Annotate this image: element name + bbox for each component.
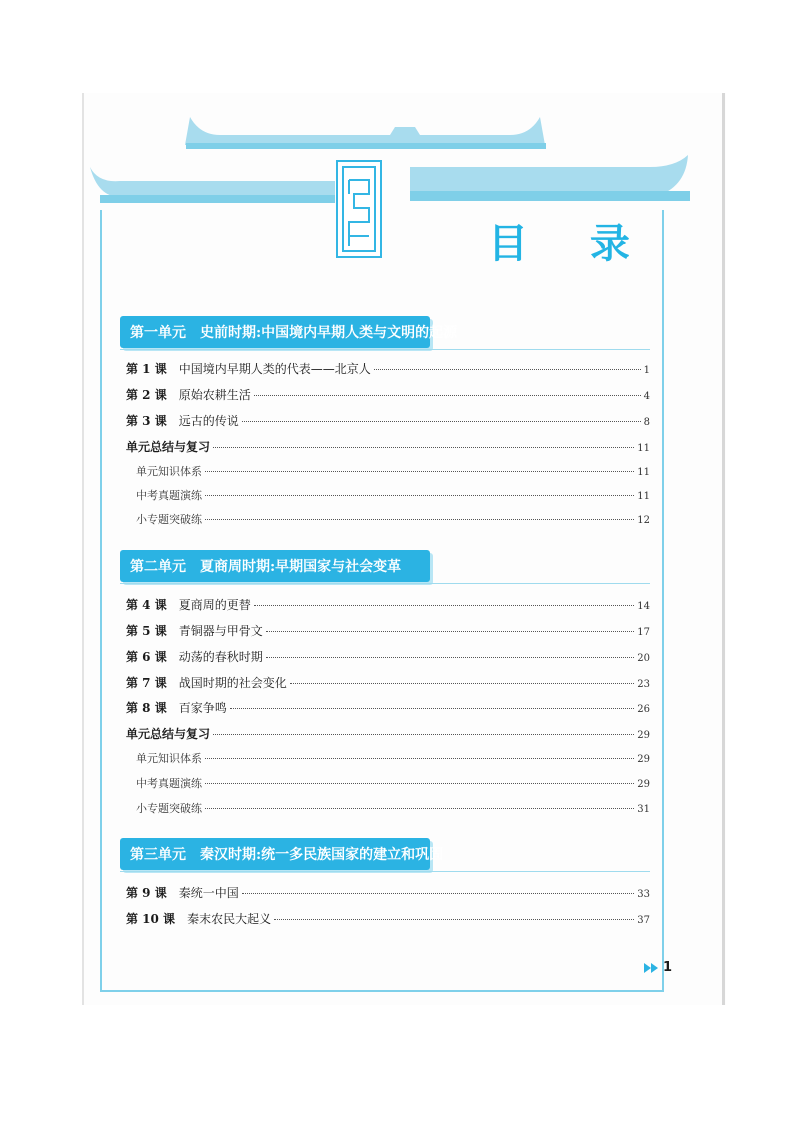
page-title: 目 录 [488, 221, 654, 267]
section-title: 单元总结与复习 [126, 440, 211, 454]
leader-dots [374, 369, 641, 370]
lesson-title: 百家争鸣 [178, 701, 227, 715]
leader-dots [205, 758, 634, 759]
page-ref: 11 [637, 467, 650, 478]
page-ref: 20 [637, 653, 650, 664]
toc-entry-review[interactable] [126, 725, 650, 745]
leader-dots [205, 808, 634, 809]
unit-heading-text: 第三单元 秦汉时期:统一多民族国家的建立和巩固 [130, 847, 444, 863]
leader-dots [242, 893, 635, 894]
page-ref: 29 [637, 779, 650, 790]
toc-subentry[interactable] [136, 800, 650, 820]
lesson-title: 动荡的春秋时期 [178, 650, 263, 664]
divider [120, 349, 650, 350]
toc-entry[interactable] [126, 648, 650, 668]
page-ref: 17 [637, 627, 650, 638]
leader-dots [205, 783, 634, 784]
unit-heading-text: 第二单元 夏商周时期:早期国家与社会变革 [130, 559, 402, 575]
lesson-title: 战国时期的社会变化 [178, 676, 287, 690]
page-ref: 4 [643, 391, 650, 402]
leader-dots [266, 657, 635, 658]
lesson-number: 第 4 课 [126, 598, 167, 612]
leader-dots [205, 495, 634, 496]
lesson-number: 第 9 课 [126, 886, 167, 900]
leader-dots [205, 471, 634, 472]
lesson-title: 夏商周的更替 [178, 598, 251, 612]
leader-dots [254, 605, 635, 606]
page-ref: 33 [637, 889, 650, 900]
toc-entry[interactable] [126, 674, 650, 694]
unit-heading-text: 第一单元 史前时期:中国境内早期人类与文明的起源 [130, 325, 458, 341]
toc-subentry[interactable] [136, 775, 650, 795]
leader-dots [266, 631, 635, 632]
page-ref: 31 [637, 804, 650, 815]
lesson-title: 秦统一中国 [178, 886, 239, 900]
leader-dots [213, 734, 634, 735]
toc-subentry[interactable] [136, 750, 650, 770]
toc-entry[interactable] [126, 622, 650, 642]
page-ref: 11 [637, 443, 650, 454]
page-number [644, 960, 672, 975]
lesson-number: 第 1 课 [126, 362, 167, 376]
subsection-title: 小专题突破练 [136, 513, 202, 526]
page-ref: 26 [637, 704, 650, 715]
double-arrow-icon [644, 963, 660, 973]
toc-entry[interactable] [126, 360, 650, 380]
page-ref: 14 [637, 601, 650, 612]
lesson-title: 原始农耕生活 [178, 388, 251, 402]
unit-heading [120, 838, 444, 870]
toc-entry[interactable] [126, 596, 650, 616]
toc-entry[interactable] [126, 699, 650, 719]
page-right-edge [722, 93, 725, 1005]
toc-entry[interactable] [126, 386, 650, 406]
page-ref: 29 [637, 754, 650, 765]
lesson-number: 第 6 课 [126, 650, 167, 664]
divider [120, 583, 650, 584]
page-ref: 23 [637, 679, 650, 690]
lesson-number: 第 7 课 [126, 676, 167, 690]
leader-dots [254, 395, 641, 396]
page-ref: 37 [637, 915, 650, 926]
lattice-ornament [336, 160, 382, 258]
lesson-number: 第 10 课 [126, 912, 176, 926]
subsection-title: 单元知识体系 [136, 465, 202, 478]
leader-dots [230, 708, 635, 709]
section-title: 单元总结与复习 [126, 727, 211, 741]
page-number-text: 1 [663, 960, 673, 975]
leader-dots [205, 519, 634, 520]
toc-subentry[interactable] [136, 463, 650, 483]
toc-subentry[interactable] [136, 487, 650, 507]
divider [120, 871, 650, 872]
page-ref: 8 [643, 417, 650, 428]
lesson-number: 第 2 课 [126, 388, 167, 402]
lesson-number: 第 5 课 [126, 624, 167, 638]
subsection-title: 单元知识体系 [136, 752, 202, 765]
unit-heading [120, 316, 458, 348]
toc-subentry[interactable] [136, 511, 650, 531]
page-ref: 1 [643, 365, 650, 376]
page-ref: 11 [637, 491, 650, 502]
toc-entry[interactable] [126, 412, 650, 432]
toc-entry-review[interactable] [126, 438, 650, 458]
leader-dots [290, 683, 635, 684]
toc-entry[interactable] [126, 884, 650, 904]
subsection-title: 中考真题演练 [136, 777, 202, 790]
lesson-title: 秦末农民大起义 [187, 912, 272, 926]
page-ref: 12 [637, 515, 650, 526]
page-left-edge [82, 93, 84, 1005]
leader-dots [274, 919, 634, 920]
lesson-number: 第 3 课 [126, 414, 167, 428]
leader-dots [213, 447, 634, 448]
unit-heading [120, 550, 430, 582]
subsection-title: 小专题突破练 [136, 802, 202, 815]
leader-dots [242, 421, 641, 422]
toc-entry[interactable] [126, 910, 650, 930]
subsection-title: 中考真题演练 [136, 489, 202, 502]
page-ref: 29 [637, 730, 650, 741]
lesson-title: 青铜器与甲骨文 [178, 624, 263, 638]
lesson-title: 中国境内早期人类的代表——北京人 [178, 362, 371, 376]
eaves-decoration [90, 105, 690, 225]
lesson-title: 远古的传说 [178, 414, 239, 428]
lesson-number: 第 8 课 [126, 701, 167, 715]
